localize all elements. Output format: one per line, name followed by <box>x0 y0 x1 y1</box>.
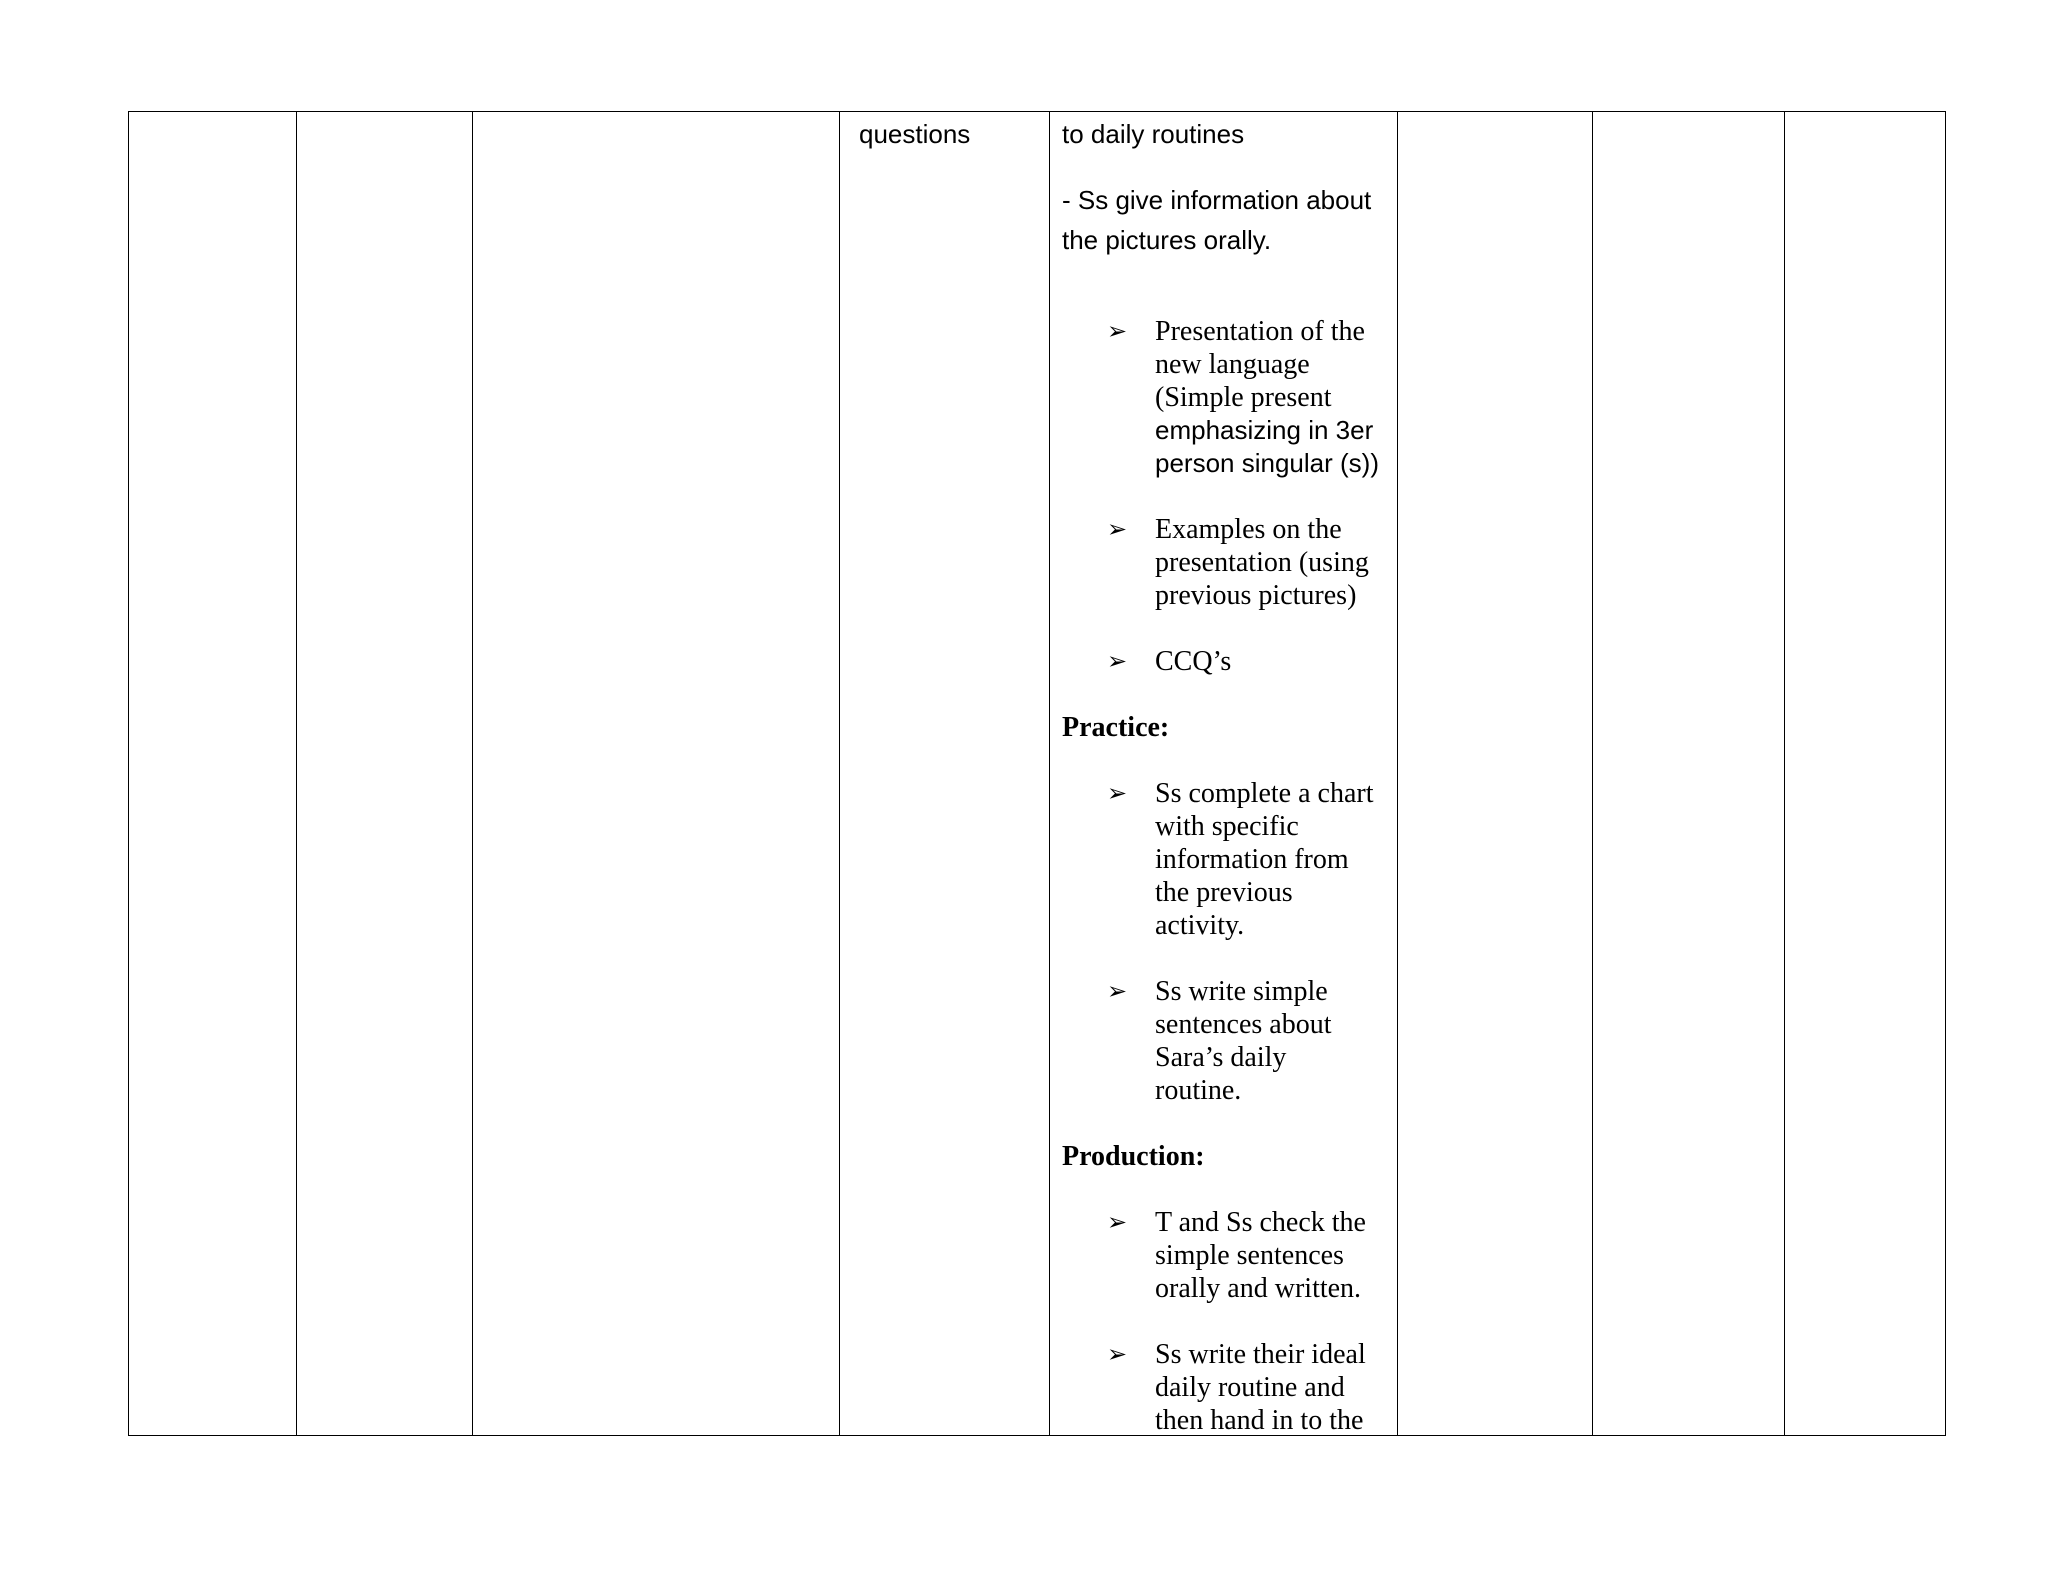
lesson-plan-table <box>128 111 1946 1436</box>
bullet-text: emphasizing in 3er <box>1155 415 1374 445</box>
bullet-text: with specific <box>1155 811 1299 842</box>
bullet-text: information from <box>1155 844 1349 875</box>
bullet-text: Presentation of the <box>1155 316 1365 347</box>
bullet-text: new language <box>1155 349 1310 380</box>
column-divider <box>1049 112 1050 1435</box>
bullet-text: then hand in to the <box>1155 1405 1364 1436</box>
list-item <box>1062 315 1388 480</box>
bullet-text: Ss write simple <box>1155 976 1328 1007</box>
column-divider <box>1592 112 1593 1435</box>
list-item <box>1062 645 1388 678</box>
bullet-text: orally and written. <box>1155 1273 1362 1304</box>
list-item <box>1062 513 1388 612</box>
bullet-text: Ss complete a chart <box>1155 778 1374 809</box>
column-divider <box>839 112 840 1435</box>
give-info-line: - Ss give information about <box>1062 185 1372 215</box>
column-divider <box>1397 112 1398 1435</box>
column-divider <box>1784 112 1785 1435</box>
arrow-bullet-icon: ➢ <box>1107 647 1128 675</box>
bullet-text: Sara’s daily <box>1155 1042 1287 1073</box>
bullet-text: previous pictures) <box>1155 580 1357 611</box>
bullet-text: Ss write their ideal <box>1155 1339 1366 1370</box>
arrow-bullet-icon: ➢ <box>1107 515 1128 543</box>
bullet-text: person singular (s)) <box>1155 448 1379 478</box>
list-item <box>1062 777 1388 942</box>
bullet-text: simple sentences <box>1155 1240 1344 1271</box>
bullet-text: the previous <box>1155 877 1293 908</box>
production-heading: Production: <box>1062 1141 1205 1172</box>
arrow-bullet-icon: ➢ <box>1107 1208 1128 1236</box>
bullet-text: daily routine and <box>1155 1372 1345 1403</box>
bullet-text: sentences about <box>1155 1009 1332 1040</box>
bullet-text: routine. <box>1155 1075 1242 1106</box>
bullet-text: T and Ss check the <box>1155 1207 1366 1238</box>
bullet-text: presentation (using <box>1155 547 1369 578</box>
arrow-bullet-icon: ➢ <box>1107 1340 1128 1368</box>
bullet-text: CCQ’s <box>1155 646 1232 677</box>
bullet-text: (Simple present <box>1155 382 1332 413</box>
list-item <box>1062 1338 1388 1437</box>
give-info-line: the pictures orally. <box>1062 225 1272 255</box>
arrow-bullet-icon: ➢ <box>1107 317 1128 345</box>
bullet-text: activity. <box>1155 910 1245 941</box>
column-divider <box>296 112 297 1435</box>
routines-line: to daily routines <box>1062 119 1245 149</box>
arrow-bullet-icon: ➢ <box>1107 779 1128 807</box>
bullet-text: Examples on the <box>1155 514 1342 545</box>
arrow-bullet-icon: ➢ <box>1107 977 1128 1005</box>
list-item <box>1062 975 1388 1107</box>
list-item <box>1062 1206 1388 1305</box>
questions-cell-text: questions <box>859 119 971 149</box>
practice-heading: Practice: <box>1062 712 1170 743</box>
column-divider <box>472 112 473 1435</box>
activity-cell <box>1062 114 1388 1437</box>
